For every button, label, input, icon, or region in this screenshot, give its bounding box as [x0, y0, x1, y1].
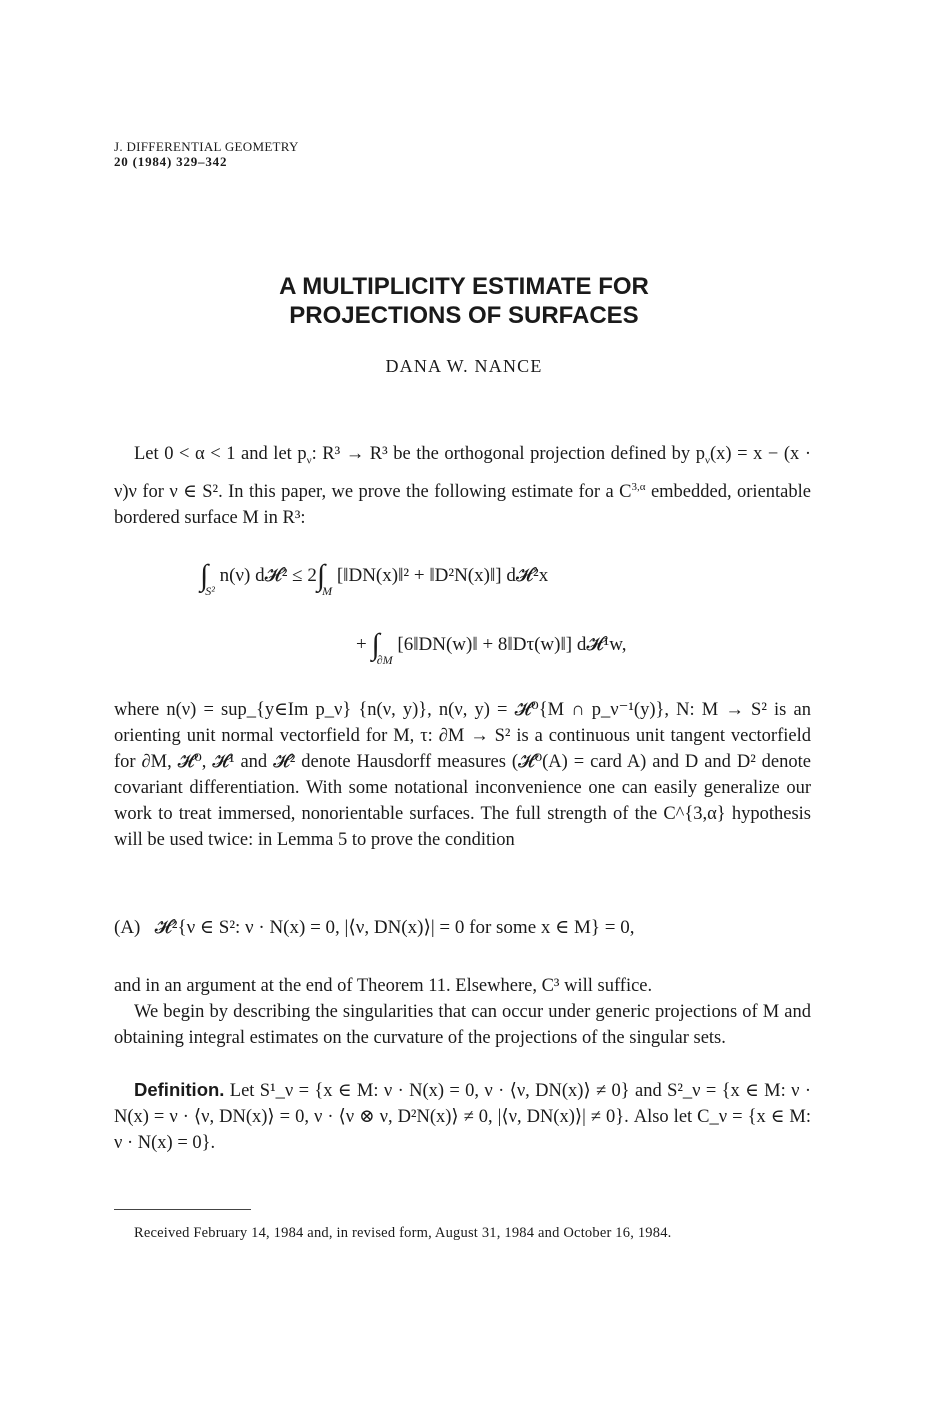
where-paragraph: where n(ν) = sup_{y∈Im p_ν} {n(ν, y)}, n(ν, y) = 𝓗⁰{M ∩ p_ν⁻¹(y)}, N: M → S² is an orienting unit normal vectorfield for M, τ: ∂M → S² is a continuous unit tangent vectorfield for ∂M, 𝓗⁰, 𝓗¹ and 𝓗² denote Hausdorff measures (𝓗⁰(A) = card A) and D and D² denote covariant differentiation. With some notational inconvenience one can easily generalize our work to treat immersed, nonorientable surfaces. The full strength of the C^{3,α} hypothesis will be used twice: in Lemma 5 to prove the condition — [114, 700, 811, 850]
journal-volume: 20 (1984) 329–342 — [114, 154, 228, 169]
integral-domain-s2: S² — [205, 584, 215, 598]
inequality-rhs-1: [‖DN(x)‖² + ‖D²N(x)‖] d𝓗²x — [336, 565, 549, 586]
title-line-1: A MULTIPLICITY ESTIMATE FOR — [279, 273, 649, 300]
integral-domain-boundary: ∂M — [376, 653, 393, 667]
condition-a — [114, 916, 634, 939]
intro-text-4: embedded, orientable bordered surface M in R³: — [114, 481, 811, 528]
journal-header — [114, 139, 299, 169]
inequality-lhs: n(ν) d𝓗² ≤ 2 — [219, 565, 317, 586]
main-inequality-line-1: $\int_{S^2}$ n(ν) d𝓗² ≤ $2\int_M$ [‖DN(x)‖² + ‖D²N(x)‖] d𝓗²x — [200, 559, 549, 598]
intro-paragraph: Let 0 < α < 1 and let $p_\nu$: R³ → R³ be the orthogonal projection defined by $p_\nu(x) = x - (x \cdot \nu)\nu$ for ν ∈ S². In this paper, we prove the following estimate for a $C^{3,\alpha}$ embedded, orientable bordered surface M in R³: — [114, 444, 811, 528]
title-line-2: PROJECTIONS OF SURFACES — [289, 302, 639, 329]
integral-domain-m: M — [322, 584, 333, 598]
main-inequality-line-2: + $\int_{\partial M}$ [6‖DN(w)‖ + 8‖Dτ(w)‖] d𝓗¹w, — [356, 628, 627, 667]
plus-sign: + — [356, 634, 367, 655]
definition-paragraph — [114, 1077, 811, 1156]
author: DANA W. NANCE — [385, 356, 543, 376]
intro-text-3: (x) = x − (x · ν)ν for ν ∈ S². In this paper, we prove the following estimate for a C — [114, 444, 811, 502]
definition-label: Definition. — [134, 1079, 225, 1100]
begin-paragraph: We begin by describing the singularities that can occur under generic projections of M and obtaining integral estimates on the curvature of the projections of the singular sets. — [114, 1002, 811, 1048]
paper-title — [0, 272, 928, 330]
condition-a-label: (A) — [114, 917, 141, 938]
inequality-rhs-2: [6‖DN(w)‖ + 8‖Dτ(w)‖] d𝓗¹w, — [397, 634, 627, 655]
after-condition-paragraph: and in an argument at the end of Theorem 11. Elsewhere, C³ will suffice. — [114, 976, 653, 996]
journal-name: J. DIFFERENTIAL GEOMETRY — [114, 139, 299, 154]
footnote-rule — [114, 1209, 251, 1210]
condition-a-text: 𝓗²{ν ∈ S²: ν · N(x) = 0, |⟨ν, DN(x)⟩| = 0 for some x ∈ M} = 0, — [154, 917, 635, 938]
definition-text: Let S¹_ν = {x ∈ M: ν · N(x) = 0, ν · ⟨ν, DN(x)⟩ ≠ 0} and S²_ν = {x ∈ M: ν · N(x) = ν · ⟨ν, DN(x)⟩ = 0, ν · ⟨ν ⊗ ν, D²N(x)⟩ ≠ 0, |⟨ν, DN(x)⟩| ≠ 0}. Also let C_ν = {x ∈ M: ν · N(x) = 0}. — [114, 1081, 811, 1153]
intro-text-1: Let 0 < α < 1 and let p — [134, 444, 307, 464]
intro-text-2: : R³ → R³ be the orthogonal projection defined by p — [311, 444, 705, 464]
footnote: Received February 14, 1984 and, in revised form, August 31, 1984 and October 16, 1984. — [134, 1225, 672, 1241]
